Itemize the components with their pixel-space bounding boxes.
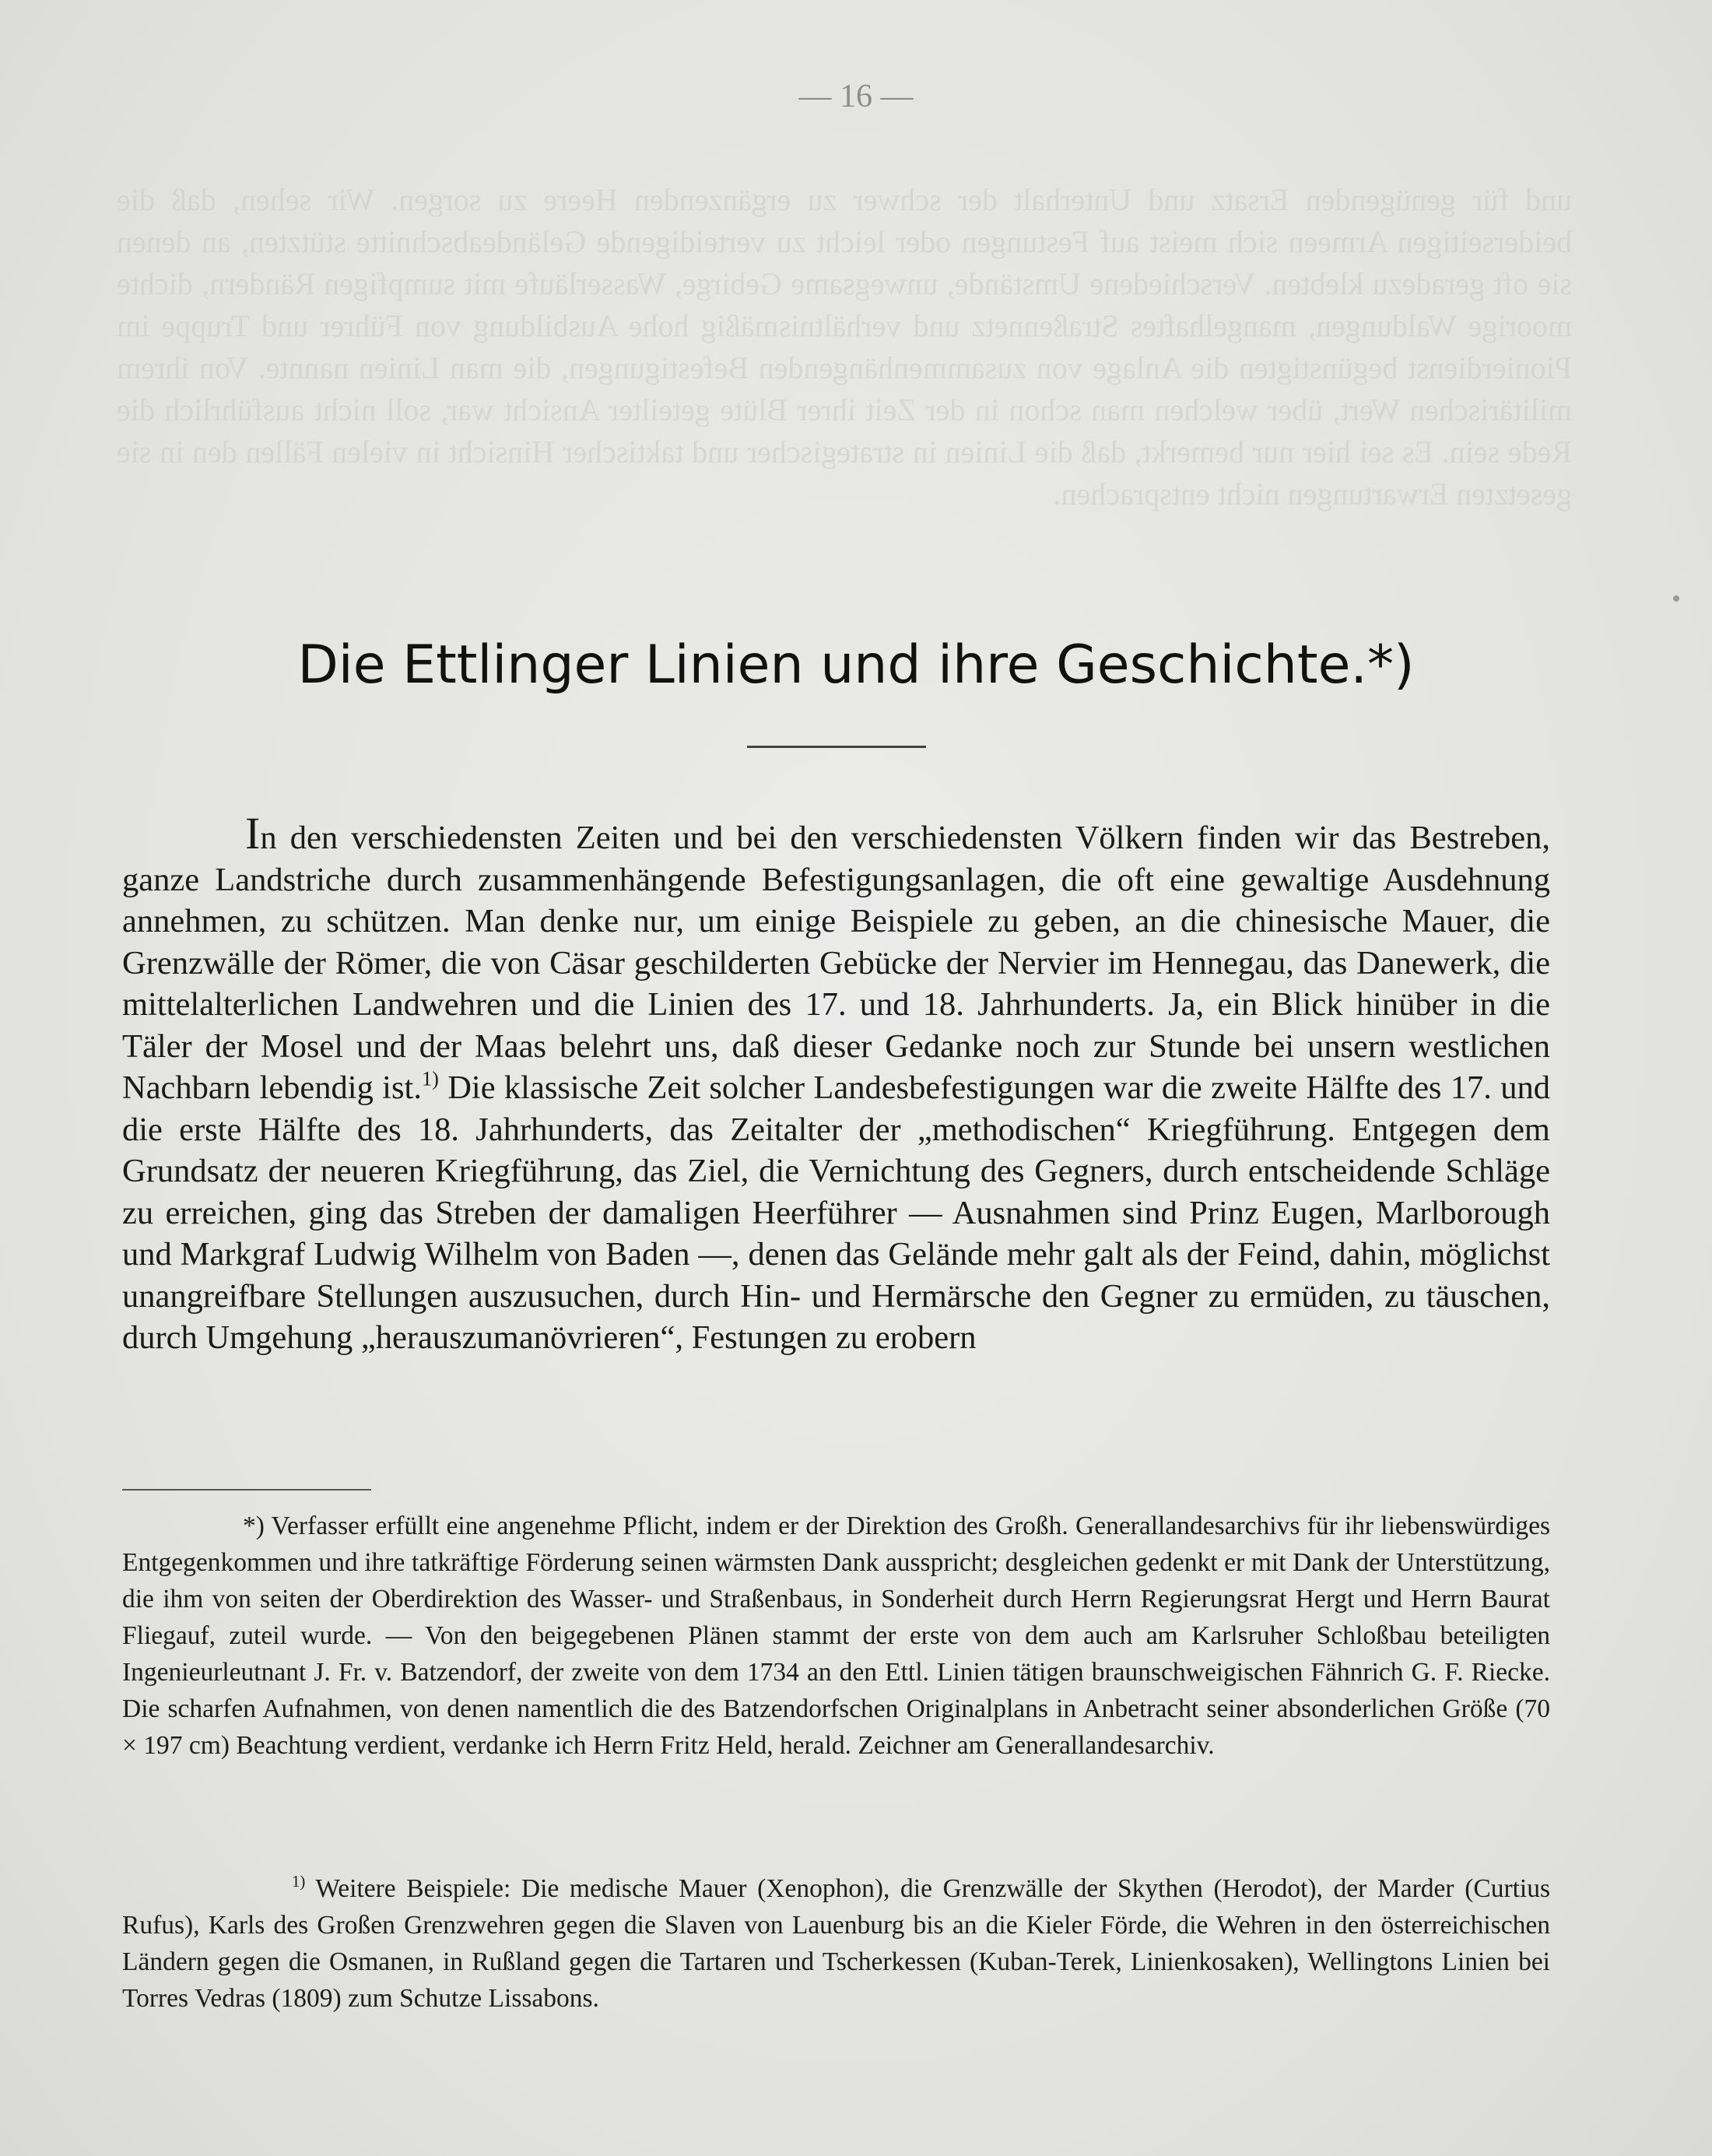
footnote-text: Verfasser erfüllt eine angenehme Pflicht, indem er der Direktion des Großh. Generallandesarchivs für ihr liebenswürdiges Entgegenkommen und ihre tatkräftige Förderung seinen wärmsten Dank ausspricht; desgleichen gedenkt er mit Dank der Unterstützung, die ihm von seiten der Oberdirektion des Wasser- und Straßenbaus, in Sonderheit durch Herrn Regierungsrat Hergt und Herrn Baurat Fliegauf, zuteil wurde. — Von den beigegebenen Plänen stammt der erste von dem auch am Karlsruher Schloßbau beteiligten Ingenieurleutnant J. Fr. v. Batzendorf, der zweite von dem 1734 an den Ettl. Linien tätigen braunschweigischen Fähnrich G. F. Riecke. Die scharfen Aufnahmen, von denen namentlich die des Batzendorfschen Originalplans in Anbetracht seiner absonderlichen Größe (70 × 197 cm) Beachtung verdient, verdanke ich Herrn Fritz Held, herald. Zeichner am Generallandesarchiv. [122,1512,1550,1760]
bleed-through-text: und für genügenden Ersatz und Unterhalt der schwer zu ergänzenden Heere zu sorgen. Wir sehen, daß die beiderseitigen Armeen sich meist auf Festungen oder leicht zu verteidigende Geländeabschnitte stützten, an denen sie oft geradezu klebten. Verschiedene Umstände, unwegsame Gebirge, Wasserläufe mit sumpfigen Rändern, dichte moorige Waldungen, mangelhaftes Straßennetz und verhältnismäßig hohe Ausbildung von Führer und Truppe im Pionierdienst begünstigten die Anlage von zusammenhängenden Befestigungen, die man Linien nannte. Von ihrem militärischen Wert, über welchen man schon in der Zeit ihrer Blüte geteilter Ansicht war, soll nicht ausführlich die Rede sein. Es sei hier nur bemerkt, daß die Linien in strategischer und taktischer Hinsicht in vielen Fällen den in sie gesetzten Erwartungen nicht entsprachen. [117,182,1572,511]
footnote-text: Weitere Beispiele: Die medische Mauer (Xenophon), die Grenzwälle der Skythen (Herodot), der Marder (Curtius Rufus), Karls des Großen Grenzwehren gegen die Slaven von Lauenburg bis an die Kieler Förde, die Wehren in den österreichischen Ländern gegen die Osmanen, in Rußland gegen die Tartaren und Tscherkessen (Kuban-Terek, Linienkosaken), Wellingtons Linien bei Torres Vedras (1809) zum Schutze Lissabons. [122,1874,1550,2013]
drop-cap: I [245,808,261,859]
body-text-part2: Die klassische Zeit solcher Landesbefestigungen war die zweite Hälfte des 17. und die erste Hälfte des 18. Jahrhunderts, das Zeitalter der „methodischen“ Kriegführung. Entgegen dem Grundsatz der neueren Kriegführung, das Ziel, die Vernichtung des Gegners, durch entscheidende Schläge zu erreichen, ging das Streben der damaligen Heerführer — Ausnahmen sind Prinz Eugen, Marlborough und Markgraf Ludwig Wilhelm von Baden —, denen das Gelände mehr galt als der Feind, dahin, möglichst unangreifbare Stellungen auszusuchen, durch Hin- und Hermärsche den Gegner zu ermüden, zu täuschen, durch Umgehung „herauszumanövrieren“, Festungen zu erobern [122,1069,1550,1356]
body-text-part1: n den verschiedensten Zeiten und bei den verschiedensten Völkern finden wir das Bestreben, ganze Landstriche durch zusammenhängende Befestigungsanlagen, die oft eine gewaltige Ausdehnung annehmen, zu schützen. Man denke nur, um einige Beispiele zu geben, an die chinesische Mauer, die Grenzwälle der Römer, die von Cäsar geschilderten Gebücke der Nervier im Hennegau, das Danewerk, die mittelalterlichen Landwehren und die Linien des 17. und 18. Jahrhunderts. Ja, ein Blick hinüber in die Täler der Mosel und der Maas belehrt uns, daß dieser Gedanke noch zur Stunde bei unsern westlichen Nachbarn lebendig ist. [122,820,1550,1106]
footnote-mark: 1) [292,1873,306,1891]
footnote-divider [122,1489,371,1491]
footnote-reference: 1) [421,1067,439,1090]
page-number: — 16 — [798,79,914,114]
title-divider [747,746,926,748]
page-title: Die Ettlinger Linien und ihre Geschichte.*) [297,634,1415,696]
footnote-mark: *) [243,1512,265,1540]
body-paragraph [122,808,1550,1359]
footnote [122,1508,1550,1764]
scan-speck [1673,595,1679,602]
footnote [122,1870,1550,2017]
